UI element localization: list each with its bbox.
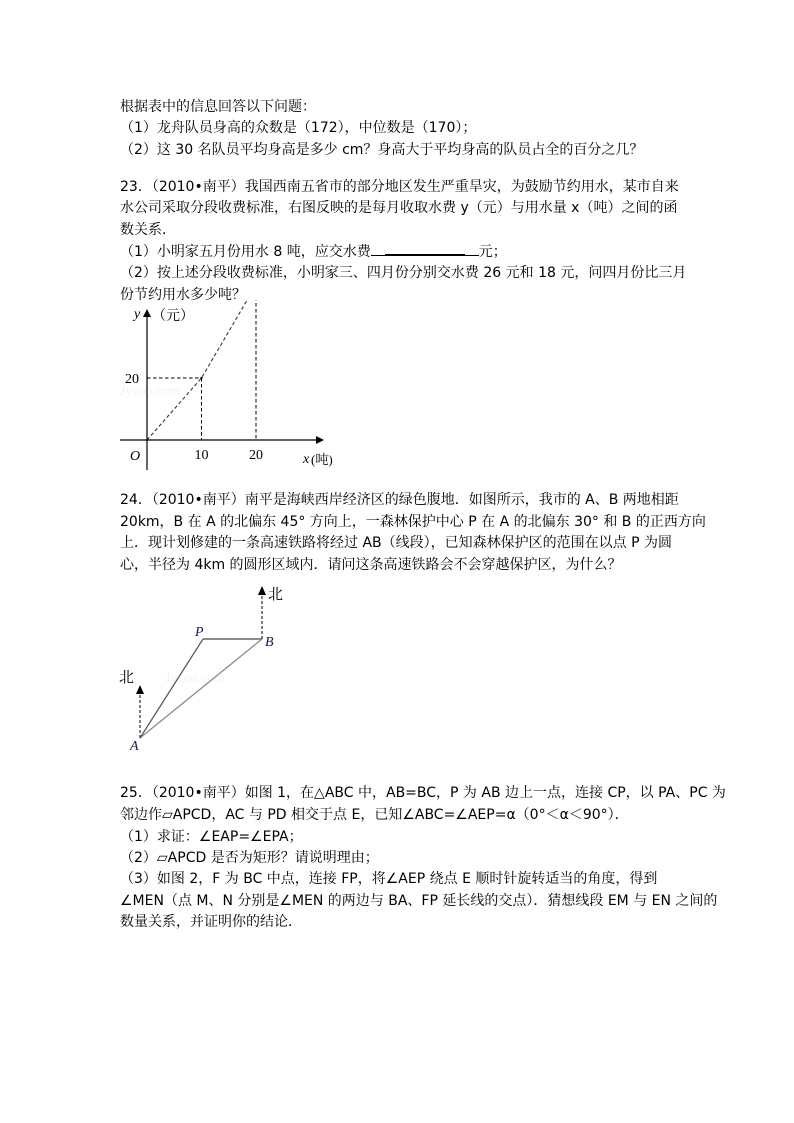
q23-subquestion-2: （2）按上述分段收费标准，小明家三、四月份分别交水费 26 元和 18 元，问四月份比三月 [120,265,687,281]
intro-question-2: （2）这 30 名队员平均身高是多少 cm？身高大于平均身高的队员占全的百分之几？ [120,142,644,158]
watermark: Jyeoo.com [165,671,226,686]
q24-stem-line: 上．现计划修建的一条高速铁路将经过 AB（线段），已知森林保护区的范围在以点 P 为圆 [120,535,672,551]
watermark: Jyeoo.com [120,384,181,399]
q23-stem-line: 23．（2010•南平）我国西南五省市的部分地区发生严重旱灾，为鼓励节约用水，某市自来 [120,179,679,195]
data-point [200,377,202,379]
segment-ab [140,639,262,738]
point-b-label: B [265,635,274,650]
water-fee-chart [110,300,350,475]
y-tick-label: 20 [125,372,139,387]
intro-line: 根据表中的信息回答以下问题： [120,99,316,115]
q25-subquestion-2: （2）▱APCD 是否为矩形？请说明理由； [120,850,379,866]
y-axis-label: y [134,307,141,322]
q23-subquestion-1 [120,243,507,261]
y-axis-unit: （元） [152,309,194,324]
intro-question-1: （1）龙舟队员身高的众数是（172），中位数是（170）； [120,120,477,136]
q25-subquestion-1: （1）求证：∠EAP=∠EPA； [120,829,303,845]
north-label-b: 北 [268,587,284,603]
x-axis-label: x [303,452,310,467]
x-axis-unit: (吨) [311,452,333,467]
origin-label: O [130,449,141,464]
x-tick-label: 20 [249,448,263,463]
q25-subquestion-3: （3）如图 2，F 为 BC 中点，连接 FP，将∠AEP 绕点 E 顺时针旋转适当的角度，得到 [120,871,658,887]
point-a-label: A [130,739,139,754]
q25-subquestion-3-cont: ∠MEN（点 M、N 分别是∠MEN 的两边与 BA、FP 延长线的交点）．猜想线段 EM 与 EN 之间的 [120,893,718,909]
q23-stem-line: 水公司采取分段收费标准，右图反映的是每月收取水费 y（元）与用水量 x（吨）之间的函 [120,200,678,216]
q23-sub1-unit: 元； [478,244,507,260]
q23-subquestion-2-cont: 份节约用水多少吨？ [120,287,246,303]
q24-stem-line: 20km，B 在 A 的北偏东 45° 方向上，一森林保护中心 P 在 A 的北偏东 30° 和 B 的正西方向 [120,514,706,530]
q24-stem-line: 24．（2010•南平）南平是海峡西岸经济区的绿色腹地．如图所示，我市的 A、B 两地相距 [120,492,679,508]
q23-stem-line: 数关系． [120,222,176,238]
q25-subquestion-3-cont: 数量关系，并证明你的结论． [120,914,302,930]
q23-sub1-text: （1）小明家五月份用水 8 吨，应交水费 [120,244,371,260]
x-tick-label: 10 [194,448,209,463]
bearing-diagram [110,580,300,755]
point-p-label: P [195,625,204,640]
q25-stem-line: 邻边作▱APCD，AC 与 PD 相交于点 E，已知∠ABC=∠AEP=α（0°＜α＜90°）． [120,807,629,823]
segment-ap [140,639,203,738]
q24-stem-line: 心，半径为 4km 的圆形区域内．请问这条高速铁路会不会穿越保护区，为什么？ [120,557,622,573]
q25-stem-line: 25．（2010•南平）如图 1，在△ABC 中，AB=BC，P 为 AB 边上一点，连接 CP，以 PA、PC 为 [120,785,726,801]
answer-blank[interactable] [371,243,479,256]
north-label-a: 北 [119,670,135,686]
